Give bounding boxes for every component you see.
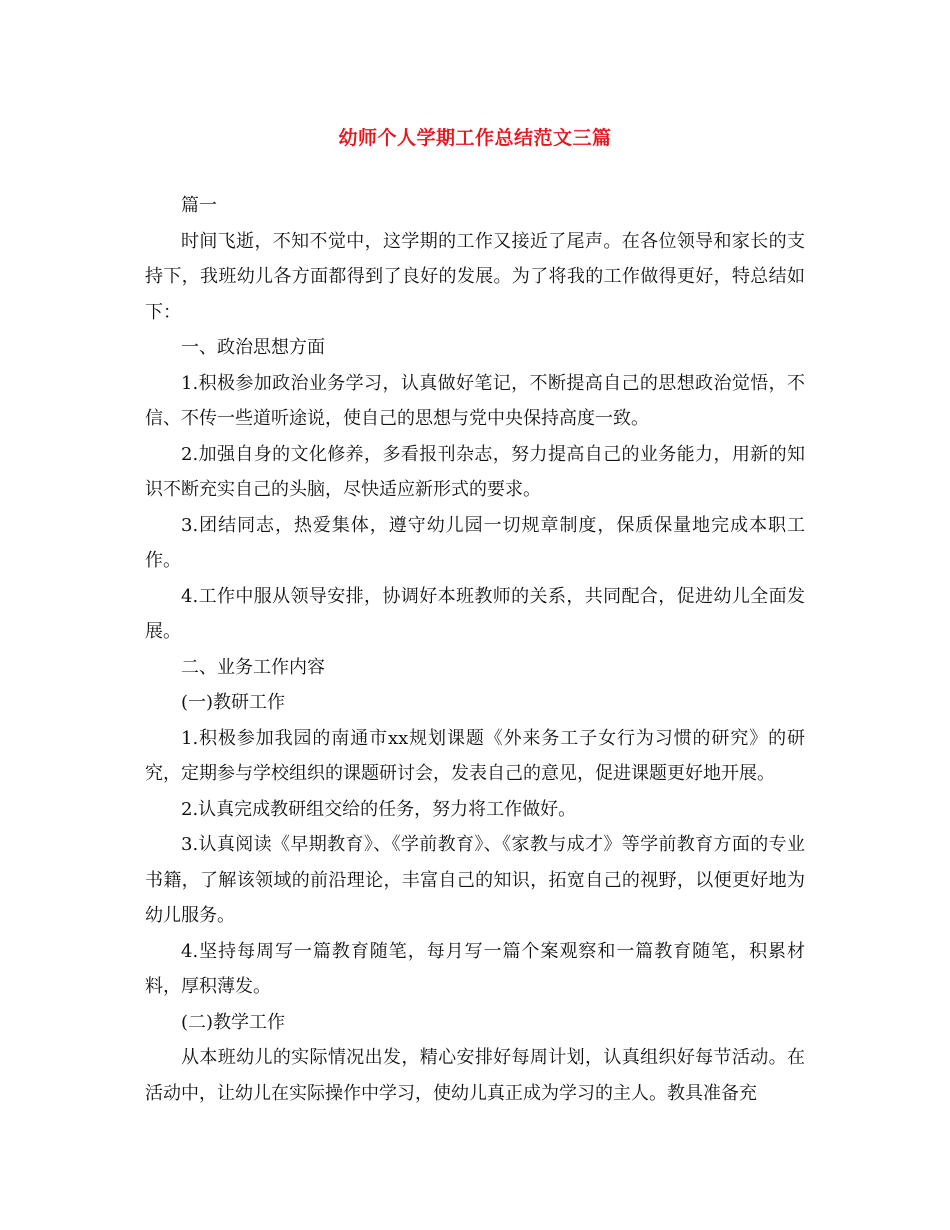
list-item: 1.积极参加政治业务学习，认真做好笔记，不断提高自己的思想政治觉悟，不信、不传一些道听途说，使自己的思想与党中央保持高度一致。 [145,372,805,429]
list-item: 1.积极参加我园的南通市xx规划课题《外来务工子女行为习惯的研究》的研究，定期参与学校组织的课题研讨会，发表自己的意见，促进课题更好地开展。 [145,727,805,784]
list-item: 3.团结同志，热爱集体，遵守幼儿园一切规章制度，保质保量地完成本职工作。 [145,514,805,571]
document-title: 幼师个人学期工作总结范文三篇 [338,127,612,149]
section-heading: 一、政治思想方面 [181,337,325,358]
list-item: 2.认真完成教研组交给的任务，努力将工作做好。 [181,798,577,820]
list-item: 2.加强自身的文化修养，多看报刊杂志，努力提高自己的业务能力，用新的知识不断充实自己的头脑，尽快适应新形式的要求。 [145,443,805,500]
list-item: 4.坚持每周写一篇教育随笔，每月写一篇个案观察和一篇教育随笔，积累材料，厚积薄发。 [145,940,805,997]
subsection-heading: (二)教学工作 [181,1011,286,1033]
body-paragraph: 从本班幼儿的实际情况出发，精心安排好每周计划，认真组织好每节活动。在活动中，让幼儿在实际操作中学习，使幼儿真正成为学习的主人。教具准备充 [145,1047,805,1104]
section-heading: 篇一 [181,195,217,216]
list-item: 3.认真阅读《早期教育》、《学前教育》、《家教与成才》等学前教育方面的专业书籍，了解该领域的前沿理论，丰富自己的知识，拓宽自己的视野，以便更好地为幼儿服务。 [145,834,805,926]
list-item: 4.工作中服从领导安排，协调好本班教师的关系，共同配合，促进幼儿全面发展。 [145,585,805,642]
subsection-heading: (一)教研工作 [181,692,286,713]
document-body [145,188,805,1111]
intro-paragraph: 时间飞逝，不知不觉中，这学期的工作又接近了尾声。在各位领导和家长的支持下，我班幼儿各方面都得到了良好的发展。为了将我的工作做得更好，特总结如下： [145,230,805,323]
section-heading: 二、业务工作内容 [181,656,325,678]
